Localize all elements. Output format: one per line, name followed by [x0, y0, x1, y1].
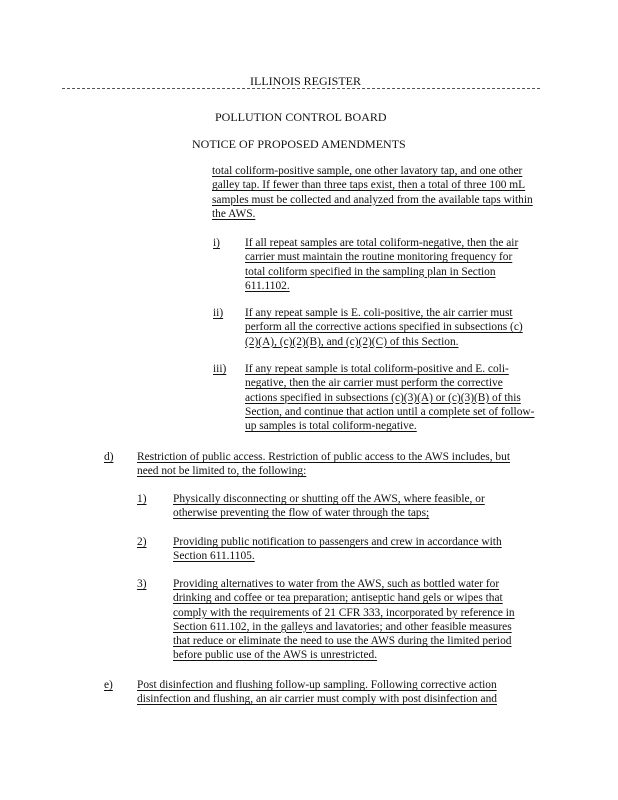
section-text: Restriction of public access. Restriction of public access to the AWS includes, but need not be limited to, the following: — [137, 451, 510, 478]
item-text: Providing public notification to passengers and crew in accordance with Section 611.1105. — [173, 536, 502, 563]
item-text: If any repeat sample is total coliform-positive and E. coli-negative, then the air carrier must perform the corrective actions specified in subsections (c)(3)(A) or (c)(3)(B) of this Section, and continue that action until a complete set of follow-up samples is total coliform-negative. — [245, 363, 535, 432]
section-label: e) — [104, 679, 113, 691]
item-label: ii) — [213, 307, 224, 319]
section-text: Post disinfection and flushing follow-up sampling. Following corrective action disinfection and flushing, an air carrier must comply with post disinfection and — [137, 679, 497, 706]
item-text: Physically disconnecting or shutting off the AWS, where feasible, or otherwise preventing the flow of water through the taps; — [173, 493, 485, 520]
item-text: If any repeat sample is E. coli-positive, the air carrier must perform all the corrective actions specified in subsections (c)(2)(A), (c)(2)(B), and (c)(2)(C) of this Section. — [245, 307, 523, 348]
header-rule — [62, 88, 540, 89]
board-title: POLLUTION CONTROL BOARD — [215, 110, 387, 124]
item-label: iii) — [213, 363, 227, 375]
item-label: 1) — [137, 493, 147, 505]
section-label: d) — [104, 451, 114, 463]
intro-paragraph: total coliform-positive sample, one other lavatory tap, and one other galley tap. If fewer than three taps exist, then a total of three 100 mL samples must be collected and analyzed from the available taps within the AWS. — [212, 165, 533, 220]
notice-title: NOTICE OF PROPOSED AMENDMENTS — [192, 137, 406, 151]
item-text: Providing alternatives to water from the AWS, such as bottled water for drinking and coffee or tea preparation; antiseptic hand gels or wipes that comply with the requirements of 21 CFR 333, incorporated by reference in Section 611.102, in the galleys and lavatories; and other feasible measures that reduce or eliminate the need to use the AWS during the limited period before public use of the AWS is unrestricted. — [173, 578, 515, 662]
register-title: ILLINOIS REGISTER — [250, 74, 361, 88]
item-text: If all repeat samples are total coliform-negative, then the air carrier must maintain the routine monitoring frequency for total coliform specified in the sampling plan in Section 611.1102. — [245, 237, 519, 292]
item-label: 2) — [137, 536, 147, 548]
item-label: i) — [213, 237, 220, 249]
item-label: 3) — [137, 578, 147, 590]
